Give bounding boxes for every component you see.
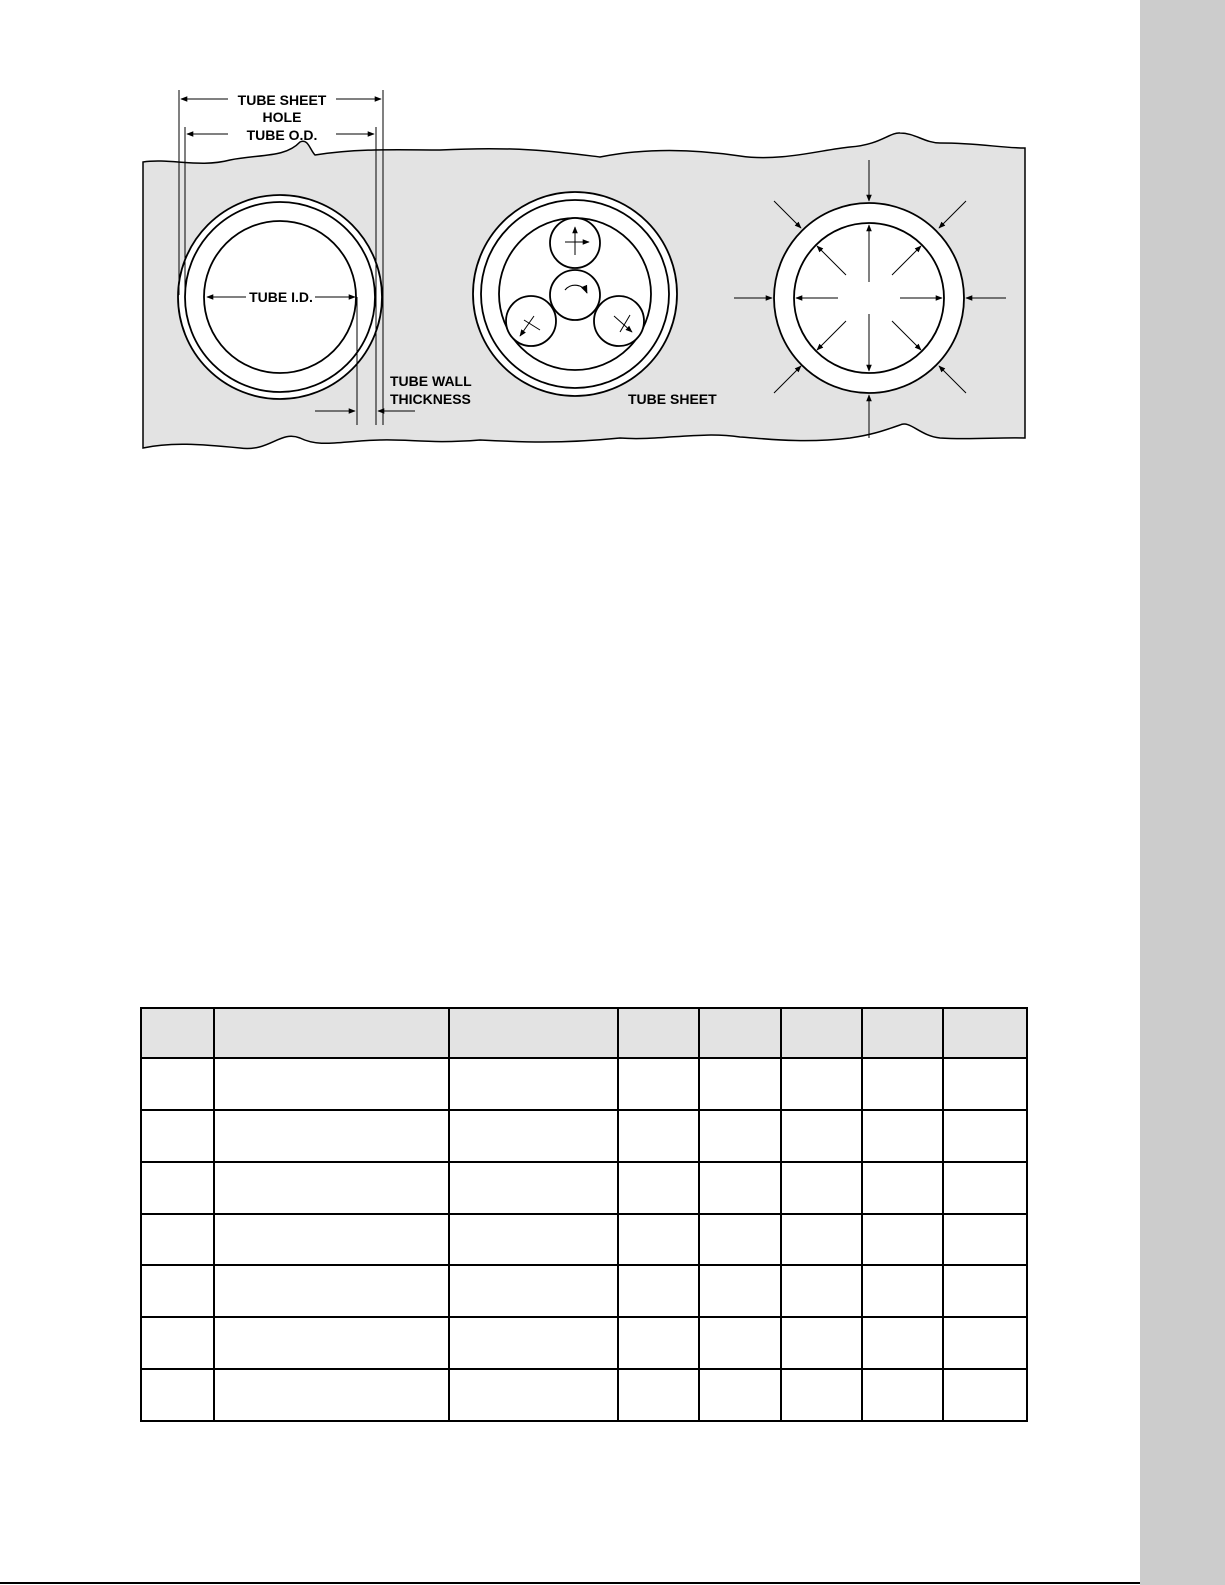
- table-cell: [862, 1162, 943, 1214]
- header-cell: [141, 1008, 214, 1058]
- table-cell: [943, 1110, 1027, 1162]
- table-cell: [699, 1369, 781, 1421]
- table-cell: [214, 1058, 449, 1110]
- table-cell: [449, 1058, 618, 1110]
- header-cell: [214, 1008, 449, 1058]
- table-cell: [214, 1162, 449, 1214]
- table-cell: [943, 1369, 1027, 1421]
- table-cell: [214, 1110, 449, 1162]
- table-row: [141, 1214, 1027, 1266]
- table-cell: [699, 1162, 781, 1214]
- table-cell: [699, 1058, 781, 1110]
- table-cell: [449, 1317, 618, 1369]
- table-cell: [862, 1317, 943, 1369]
- table-cell: [618, 1162, 699, 1214]
- tube-wall-label-2: THICKNESS: [390, 391, 471, 407]
- table-cell: [214, 1317, 449, 1369]
- table-cell: [781, 1110, 862, 1162]
- table-row: [141, 1110, 1027, 1162]
- side-margin-band: [1140, 0, 1225, 1585]
- table-cell: [449, 1369, 618, 1421]
- table-cell: [618, 1265, 699, 1317]
- table-cell: [618, 1369, 699, 1421]
- tube-sheet-caption: TUBE SHEET: [628, 391, 717, 407]
- table-cell: [862, 1058, 943, 1110]
- table-cell: [618, 1110, 699, 1162]
- table-cell: [214, 1214, 449, 1266]
- table-cell: [618, 1214, 699, 1266]
- roller-expander-diagram: [473, 192, 677, 396]
- tube-od-label: TUBE O.D.: [246, 127, 318, 143]
- table-row: [141, 1162, 1027, 1214]
- header-cell: [618, 1008, 699, 1058]
- table-cell: [141, 1265, 214, 1317]
- table-cell: [141, 1317, 214, 1369]
- table-cell: [943, 1162, 1027, 1214]
- table-cell: [862, 1265, 943, 1317]
- table-cell: [781, 1058, 862, 1110]
- tube-sheet-hole-label-1: TUBE SHEET: [237, 92, 327, 108]
- table-cell: [449, 1265, 618, 1317]
- table-cell: [943, 1317, 1027, 1369]
- tube-expansion-figure: [0, 0, 1140, 470]
- table-cell: [781, 1317, 862, 1369]
- header-cell: [781, 1008, 862, 1058]
- header-cell: [862, 1008, 943, 1058]
- table-cell: [449, 1110, 618, 1162]
- table-cell: [141, 1058, 214, 1110]
- table-cell: [862, 1214, 943, 1266]
- table-cell: [449, 1214, 618, 1266]
- table-cell: [141, 1110, 214, 1162]
- table-cell: [214, 1265, 449, 1317]
- table-cell: [699, 1110, 781, 1162]
- header-cell: [699, 1008, 781, 1058]
- table-cell: [618, 1058, 699, 1110]
- table-cell: [781, 1265, 862, 1317]
- bottom-rule: [0, 1582, 1140, 1584]
- table-row: [141, 1369, 1027, 1421]
- table-cell: [618, 1317, 699, 1369]
- blank-table: [140, 1007, 1028, 1422]
- table-cell: [141, 1369, 214, 1421]
- table-cell: [781, 1369, 862, 1421]
- table-row: [141, 1317, 1027, 1369]
- table-cell: [699, 1214, 781, 1266]
- table-cell: [699, 1317, 781, 1369]
- table-cell: [862, 1369, 943, 1421]
- table-cell: [862, 1110, 943, 1162]
- header-cell: [943, 1008, 1027, 1058]
- tube-wall-label-1: TUBE WALL: [390, 373, 472, 389]
- table-cell: [699, 1265, 781, 1317]
- table-cell: [943, 1265, 1027, 1317]
- table-cell: [781, 1162, 862, 1214]
- tube-sheet-hole-label-2: HOLE: [262, 109, 302, 125]
- tube-id-label: TUBE I.D.: [249, 289, 313, 305]
- table-cell: [781, 1214, 862, 1266]
- table-cell: [943, 1214, 1027, 1266]
- table-cell: [449, 1162, 618, 1214]
- header-cell: [449, 1008, 618, 1058]
- table-cell: [141, 1162, 214, 1214]
- table-row: [141, 1265, 1027, 1317]
- table-row: [141, 1058, 1027, 1110]
- table-cell: [943, 1058, 1027, 1110]
- table-cell: [214, 1369, 449, 1421]
- table-header-row: [141, 1008, 1027, 1058]
- table-cell: [141, 1214, 214, 1266]
